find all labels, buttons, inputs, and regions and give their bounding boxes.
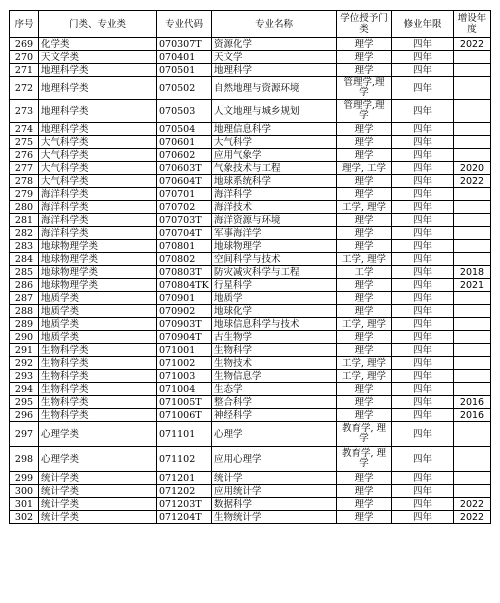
cell-degree: 理学 xyxy=(337,214,392,227)
cell-name: 地球物理学 xyxy=(212,240,337,253)
cell-seq: 271 xyxy=(10,64,39,77)
cell-degree: 理学 xyxy=(337,64,392,77)
cell-code: 071202 xyxy=(157,485,212,498)
cell-name: 防灾减灾科学与工程 xyxy=(212,266,337,279)
table-row xyxy=(10,38,491,51)
cell-code: 071101 xyxy=(157,422,212,447)
cell-name: 生物技术 xyxy=(212,357,337,370)
table-row xyxy=(10,136,491,149)
cell-degree: 理学 xyxy=(337,292,392,305)
cell-seq: 282 xyxy=(10,227,39,240)
cell-code: 070401 xyxy=(157,51,212,64)
cell-added xyxy=(454,100,491,123)
cell-category: 大气科学类 xyxy=(39,175,157,188)
cell-category: 统计学类 xyxy=(39,472,157,485)
cell-code: 070704T xyxy=(157,227,212,240)
cell-degree: 工学, 理学 xyxy=(337,201,392,214)
cell-name: 资源化学 xyxy=(212,38,337,51)
cell-name: 应用统计学 xyxy=(212,485,337,498)
cell-added xyxy=(454,201,491,214)
cell-category: 地理科学类 xyxy=(39,77,157,100)
cell-code: 070804TK xyxy=(157,279,212,292)
cell-degree: 教育学, 理学 xyxy=(337,447,392,472)
cell-degree: 工学, 理学 xyxy=(337,318,392,331)
cell-years: 四年 xyxy=(392,123,454,136)
cell-name: 大气科学 xyxy=(212,136,337,149)
cell-added xyxy=(454,227,491,240)
cell-code: 070801 xyxy=(157,240,212,253)
cell-category: 统计学类 xyxy=(39,511,157,524)
cell-name: 生物统计学 xyxy=(212,511,337,524)
cell-category: 海洋科学类 xyxy=(39,214,157,227)
table-row xyxy=(10,227,491,240)
cell-code: 071204T xyxy=(157,511,212,524)
table-row xyxy=(10,422,491,447)
cell-code: 070603T xyxy=(157,162,212,175)
cell-category: 生物科学类 xyxy=(39,357,157,370)
cell-name: 海洋科学 xyxy=(212,188,337,201)
header-degree: 学位授予门类 xyxy=(337,11,392,38)
cell-seq: 275 xyxy=(10,136,39,149)
cell-degree: 工学, 理学 xyxy=(337,253,392,266)
header-years: 修业年限 xyxy=(392,11,454,38)
cell-seq: 288 xyxy=(10,305,39,318)
table-row xyxy=(10,279,491,292)
cell-name: 军事海洋学 xyxy=(212,227,337,240)
cell-category: 生物科学类 xyxy=(39,396,157,409)
cell-degree: 理学 xyxy=(337,383,392,396)
cell-name: 应用心理学 xyxy=(212,447,337,472)
table-row xyxy=(10,498,491,511)
cell-years: 四年 xyxy=(392,240,454,253)
table-row xyxy=(10,253,491,266)
cell-code: 070602 xyxy=(157,149,212,162)
cell-category: 生物科学类 xyxy=(39,409,157,422)
cell-degree: 理学 xyxy=(337,149,392,162)
table-row xyxy=(10,370,491,383)
cell-category: 海洋科学类 xyxy=(39,188,157,201)
cell-seq: 292 xyxy=(10,357,39,370)
cell-code: 070903T xyxy=(157,318,212,331)
table-row xyxy=(10,188,491,201)
cell-degree: 理学 xyxy=(337,511,392,524)
table-row xyxy=(10,344,491,357)
majors-table xyxy=(9,10,491,524)
cell-category: 地质学类 xyxy=(39,292,157,305)
cell-code: 070803T xyxy=(157,266,212,279)
cell-added xyxy=(454,240,491,253)
cell-added: 2020 xyxy=(454,162,491,175)
cell-years: 四年 xyxy=(392,64,454,77)
cell-seq: 300 xyxy=(10,485,39,498)
cell-seq: 273 xyxy=(10,100,39,123)
cell-name: 天文学 xyxy=(212,51,337,64)
cell-name: 生物科学 xyxy=(212,344,337,357)
cell-added xyxy=(454,253,491,266)
cell-seq: 285 xyxy=(10,266,39,279)
cell-category: 地球物理学类 xyxy=(39,240,157,253)
cell-added xyxy=(454,123,491,136)
cell-years: 四年 xyxy=(392,498,454,511)
cell-years: 四年 xyxy=(392,175,454,188)
cell-added: 2021 xyxy=(454,279,491,292)
cell-name: 行星科学 xyxy=(212,279,337,292)
cell-added xyxy=(454,383,491,396)
cell-category: 地理科学类 xyxy=(39,64,157,77)
cell-seq: 299 xyxy=(10,472,39,485)
cell-added: 2022 xyxy=(454,498,491,511)
cell-years: 四年 xyxy=(392,447,454,472)
cell-added: 2022 xyxy=(454,38,491,51)
cell-category: 生物科学类 xyxy=(39,383,157,396)
cell-seq: 290 xyxy=(10,331,39,344)
cell-degree: 理学 xyxy=(337,123,392,136)
cell-years: 四年 xyxy=(392,214,454,227)
cell-degree: 工学 xyxy=(337,266,392,279)
cell-category: 地质学类 xyxy=(39,318,157,331)
cell-years: 四年 xyxy=(392,188,454,201)
cell-seq: 289 xyxy=(10,318,39,331)
cell-seq: 293 xyxy=(10,370,39,383)
cell-seq: 270 xyxy=(10,51,39,64)
table-row xyxy=(10,51,491,64)
cell-name: 地球系统科学 xyxy=(212,175,337,188)
cell-category: 地球物理学类 xyxy=(39,279,157,292)
cell-degree: 工学, 理学 xyxy=(337,357,392,370)
table-row xyxy=(10,383,491,396)
cell-years: 四年 xyxy=(392,279,454,292)
cell-seq: 279 xyxy=(10,188,39,201)
cell-name: 应用气象学 xyxy=(212,149,337,162)
cell-years: 四年 xyxy=(392,201,454,214)
cell-years: 四年 xyxy=(392,100,454,123)
cell-name: 地理信息科学 xyxy=(212,123,337,136)
cell-seq: 291 xyxy=(10,344,39,357)
table-row xyxy=(10,64,491,77)
cell-category: 地球物理学类 xyxy=(39,253,157,266)
cell-degree: 理学 xyxy=(337,240,392,253)
cell-seq: 284 xyxy=(10,253,39,266)
cell-category: 地质学类 xyxy=(39,305,157,318)
cell-years: 四年 xyxy=(392,422,454,447)
cell-code: 070702 xyxy=(157,201,212,214)
cell-code: 070902 xyxy=(157,305,212,318)
cell-years: 四年 xyxy=(392,383,454,396)
cell-category: 地理科学类 xyxy=(39,123,157,136)
cell-code: 070802 xyxy=(157,253,212,266)
cell-years: 四年 xyxy=(392,149,454,162)
cell-seq: 278 xyxy=(10,175,39,188)
cell-seq: 277 xyxy=(10,162,39,175)
cell-name: 数据科学 xyxy=(212,498,337,511)
table-row xyxy=(10,266,491,279)
cell-seq: 301 xyxy=(10,498,39,511)
cell-years: 四年 xyxy=(392,357,454,370)
cell-name: 地球化学 xyxy=(212,305,337,318)
cell-degree: 理学, 工学 xyxy=(337,162,392,175)
table-row xyxy=(10,305,491,318)
cell-name: 生态学 xyxy=(212,383,337,396)
cell-code: 070901 xyxy=(157,292,212,305)
cell-added: 2016 xyxy=(454,409,491,422)
cell-name: 自然地理与资源环境 xyxy=(212,77,337,100)
header-added: 增设年度 xyxy=(454,11,491,38)
cell-code: 071203T xyxy=(157,498,212,511)
cell-degree: 理学 xyxy=(337,227,392,240)
cell-seq: 286 xyxy=(10,279,39,292)
cell-added: 2016 xyxy=(454,396,491,409)
table-row xyxy=(10,162,491,175)
cell-code: 070307T xyxy=(157,38,212,51)
cell-category: 海洋科学类 xyxy=(39,201,157,214)
cell-years: 四年 xyxy=(392,511,454,524)
cell-degree: 理学 xyxy=(337,331,392,344)
cell-added xyxy=(454,485,491,498)
cell-degree: 理学 xyxy=(337,485,392,498)
cell-category: 生物科学类 xyxy=(39,344,157,357)
cell-code: 071003 xyxy=(157,370,212,383)
cell-added: 2022 xyxy=(454,175,491,188)
cell-code: 070904T xyxy=(157,331,212,344)
cell-degree: 理学 xyxy=(337,51,392,64)
cell-name: 空间科学与技术 xyxy=(212,253,337,266)
cell-code: 070703T xyxy=(157,214,212,227)
cell-added xyxy=(454,318,491,331)
cell-degree: 理学 xyxy=(337,136,392,149)
cell-degree: 理学 xyxy=(337,188,392,201)
cell-degree: 教育学, 理学 xyxy=(337,422,392,447)
cell-years: 四年 xyxy=(392,318,454,331)
cell-code: 070501 xyxy=(157,64,212,77)
cell-code: 070502 xyxy=(157,77,212,100)
cell-name: 心理学 xyxy=(212,422,337,447)
cell-category: 地理科学类 xyxy=(39,100,157,123)
cell-category: 大气科学类 xyxy=(39,149,157,162)
cell-code: 071006T xyxy=(157,409,212,422)
cell-added xyxy=(454,188,491,201)
cell-code: 070503 xyxy=(157,100,212,123)
header-row xyxy=(10,11,491,38)
table-body xyxy=(10,38,491,524)
cell-seq: 297 xyxy=(10,422,39,447)
cell-code: 070604T xyxy=(157,175,212,188)
table-row xyxy=(10,318,491,331)
cell-added xyxy=(454,472,491,485)
cell-name: 地球信息科学与技术 xyxy=(212,318,337,331)
cell-years: 四年 xyxy=(392,472,454,485)
cell-category: 心理学类 xyxy=(39,422,157,447)
table-row xyxy=(10,485,491,498)
cell-code: 070701 xyxy=(157,188,212,201)
cell-years: 四年 xyxy=(392,305,454,318)
cell-name: 神经科学 xyxy=(212,409,337,422)
cell-code: 071004 xyxy=(157,383,212,396)
table-row xyxy=(10,240,491,253)
cell-seq: 276 xyxy=(10,149,39,162)
cell-degree: 理学 xyxy=(337,175,392,188)
cell-added xyxy=(454,331,491,344)
cell-name: 气象技术与工程 xyxy=(212,162,337,175)
table-row xyxy=(10,292,491,305)
cell-category: 海洋科学类 xyxy=(39,227,157,240)
cell-degree: 理学 xyxy=(337,38,392,51)
cell-name: 生物信息学 xyxy=(212,370,337,383)
header-seq: 序号 xyxy=(10,11,39,38)
cell-seq: 269 xyxy=(10,38,39,51)
cell-added xyxy=(454,292,491,305)
cell-degree: 理学 xyxy=(337,279,392,292)
cell-years: 四年 xyxy=(392,409,454,422)
cell-name: 地质学 xyxy=(212,292,337,305)
table-row xyxy=(10,175,491,188)
cell-added xyxy=(454,344,491,357)
cell-degree: 理学 xyxy=(337,498,392,511)
cell-category: 大气科学类 xyxy=(39,162,157,175)
cell-degree: 管理学,理学 xyxy=(337,100,392,123)
cell-code: 070504 xyxy=(157,123,212,136)
cell-seq: 298 xyxy=(10,447,39,472)
cell-code: 070601 xyxy=(157,136,212,149)
cell-name: 海洋资源与环境 xyxy=(212,214,337,227)
cell-degree: 工学, 理学 xyxy=(337,370,392,383)
cell-years: 四年 xyxy=(392,253,454,266)
cell-added: 2022 xyxy=(454,511,491,524)
table-row xyxy=(10,511,491,524)
cell-category: 生物科学类 xyxy=(39,370,157,383)
table-row xyxy=(10,214,491,227)
table-row xyxy=(10,77,491,100)
table-row xyxy=(10,331,491,344)
cell-added xyxy=(454,357,491,370)
cell-years: 四年 xyxy=(392,136,454,149)
cell-name: 海洋技术 xyxy=(212,201,337,214)
cell-added xyxy=(454,51,491,64)
cell-category: 心理学类 xyxy=(39,447,157,472)
cell-added xyxy=(454,305,491,318)
cell-years: 四年 xyxy=(392,485,454,498)
cell-seq: 295 xyxy=(10,396,39,409)
cell-code: 071001 xyxy=(157,344,212,357)
table-row xyxy=(10,100,491,123)
cell-years: 四年 xyxy=(392,292,454,305)
cell-years: 四年 xyxy=(392,77,454,100)
cell-degree: 理学 xyxy=(337,305,392,318)
cell-seq: 302 xyxy=(10,511,39,524)
cell-name: 人文地理与城乡规划 xyxy=(212,100,337,123)
cell-years: 四年 xyxy=(392,266,454,279)
cell-added: 2018 xyxy=(454,266,491,279)
cell-code: 071005T xyxy=(157,396,212,409)
cell-name: 地理科学 xyxy=(212,64,337,77)
table-row xyxy=(10,409,491,422)
header-code: 专业代码 xyxy=(157,11,212,38)
cell-degree: 理学 xyxy=(337,472,392,485)
header-name: 专业名称 xyxy=(212,11,337,38)
cell-years: 四年 xyxy=(392,38,454,51)
table-row xyxy=(10,201,491,214)
cell-added xyxy=(454,64,491,77)
cell-years: 四年 xyxy=(392,227,454,240)
cell-seq: 296 xyxy=(10,409,39,422)
cell-added xyxy=(454,422,491,447)
cell-seq: 280 xyxy=(10,201,39,214)
cell-category: 地质学类 xyxy=(39,331,157,344)
cell-seq: 294 xyxy=(10,383,39,396)
cell-added xyxy=(454,370,491,383)
cell-category: 地球物理学类 xyxy=(39,266,157,279)
cell-added xyxy=(454,447,491,472)
cell-degree: 理学 xyxy=(337,344,392,357)
cell-added xyxy=(454,149,491,162)
table-row xyxy=(10,123,491,136)
table-row xyxy=(10,447,491,472)
cell-years: 四年 xyxy=(392,396,454,409)
table-row xyxy=(10,396,491,409)
cell-seq: 283 xyxy=(10,240,39,253)
cell-degree: 理学 xyxy=(337,396,392,409)
cell-category: 统计学类 xyxy=(39,485,157,498)
cell-added xyxy=(454,214,491,227)
cell-name: 统计学 xyxy=(212,472,337,485)
cell-category: 大气科学类 xyxy=(39,136,157,149)
table-row xyxy=(10,149,491,162)
table-row xyxy=(10,357,491,370)
cell-category: 天文学类 xyxy=(39,51,157,64)
cell-code: 071102 xyxy=(157,447,212,472)
cell-seq: 287 xyxy=(10,292,39,305)
cell-degree: 管理学,理学 xyxy=(337,77,392,100)
cell-years: 四年 xyxy=(392,331,454,344)
cell-years: 四年 xyxy=(392,51,454,64)
header-category: 门类、专业类 xyxy=(39,11,157,38)
cell-category: 化学类 xyxy=(39,38,157,51)
cell-added xyxy=(454,77,491,100)
cell-added xyxy=(454,136,491,149)
cell-name: 整合科学 xyxy=(212,396,337,409)
cell-category: 统计学类 xyxy=(39,498,157,511)
cell-years: 四年 xyxy=(392,370,454,383)
cell-name: 古生物学 xyxy=(212,331,337,344)
table-row xyxy=(10,472,491,485)
cell-seq: 272 xyxy=(10,77,39,100)
cell-code: 071201 xyxy=(157,472,212,485)
cell-seq: 281 xyxy=(10,214,39,227)
cell-years: 四年 xyxy=(392,162,454,175)
cell-years: 四年 xyxy=(392,344,454,357)
cell-degree: 理学 xyxy=(337,409,392,422)
cell-code: 071002 xyxy=(157,357,212,370)
cell-seq: 274 xyxy=(10,123,39,136)
